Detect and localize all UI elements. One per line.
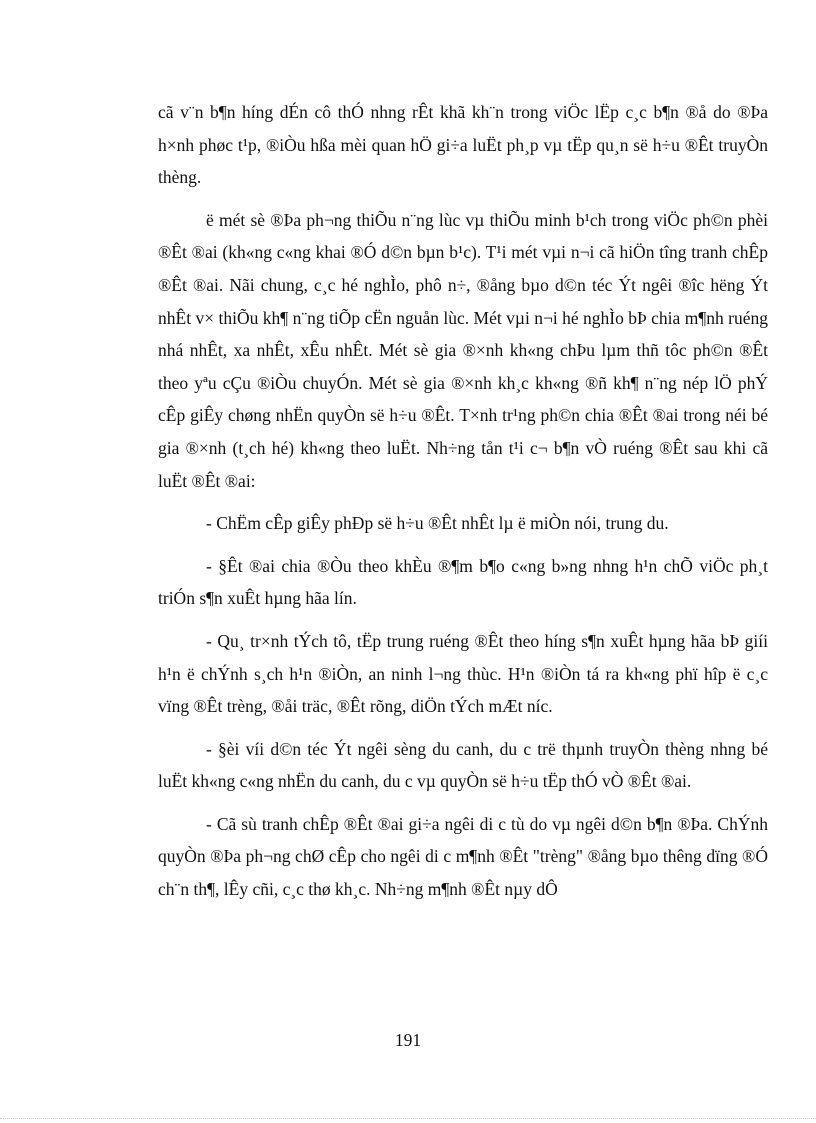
paragraph-1: cã v¨n b¶n híng dÉn cô thÓ nhng rÊt khã kh¨n trong viÖc lËp c¸c b¶n ®å do ®Þa h×nh phøc t¹p, ®iÒu hßa mèi quan hÖ gi÷a luËt ph¸p vµ tËp qu¸n së h÷u ®Êt truyÒn thèng. [158, 102, 768, 188]
page-bottom-divider [0, 1118, 816, 1119]
bullet-item-3: - Qu¸ tr×nh tÝch tô, tËp trung ruéng ®Êt theo híng s¶n xuÊt hµng hãa bÞ giíi h¹n ë chÝnh s¸ch h¹n ®iÒn, an ninh l¬ng thùc. H¹n ®iÒn tá ra kh«ng phï hîp ë c¸c vïng ®Êt trèng, ®åi träc, ®Êt rõng, diÖn tÝch mÆt níc. [158, 630, 768, 717]
page-number: 191 [394, 1030, 422, 1050]
bullet-item-1: - ChËm cÊp giÊy phÐp së h÷u ®Êt nhÊt lµ ë miÒn nói, trung du. [206, 513, 669, 534]
paragraph-2: ë mét sè ®Þa ph¬ng thiÕu n¨ng lùc vµ thiÕu minh b¹ch trong viÖc ph©n phèi ®Êt ®ai (kh«ng c«ng khai ®Ó d©n bµn b¹c). T¹i mét vµi n¬i cã hiÖn tîng tranh chÊp ®Êt ®ai. Nãi chung, c¸c hé nghÌo, phô n÷, ®ång bµo d©n téc Ýt ngêi ®îc hëng Ýt nhÊt v× thiÕu kh¶ n¨ng tiÕp cËn nguån lùc. Mét vµi n¬i hé nghÌo bÞ chia m¶nh ruéng nhá nhÊt, xa nhÊt, xÊu nhÊt. Mét sè gia ®×nh kh«ng chÞu lµm thñ tôc ph©n ®Êt theo yªu cÇu ®iÒu chuyÓn. Mét sè gia ®×nh kh¸c kh«ng ®ñ kh¶ n¨ng nép lÖ phÝ cÊp giÊy chøng nhËn quyÒn së h÷u ®Êt. T×nh tr¹ng ph©n chia ®Êt ®ai trong néi bé gia ®×nh (t¸ch hé) kh«ng theo luËt. Nh÷ng tån t¹i c¬ b¶n vÒ ruéng ®Êt sau khi cã luËt ®Êt ®ai: [158, 209, 768, 491]
bullet-item-4: - §èi víi d©n téc Ýt ngêi sèng du canh, du c trë thµnh truyÒn thèng nhng bé luËt kh«ng c«ng nhËn du canh, du c vµ quyÒn së h÷u tËp thÓ vÒ ®Êt ®ai. [158, 738, 768, 792]
bullet-item-5: - Cã sù tranh chÊp ®Êt ®ai gi÷a ngêi di c tù do vµ ngêi d©n b¶n ®Þa. ChÝnh quyÒn ®Þa ph¬ng chØ cÊp cho ngêi di c m¶nh ®Êt "trèng" ®ång bµo thêng dïng ®Ó ch¨n th¶, lÊy cñi, c¸c thø kh¸c. Nh÷ng m¶nh ®Êt nµy dÔ [158, 813, 768, 900]
bullet-item-2: - §Êt ®ai chia ®Òu theo khÈu ®¶m b¶o c«ng b»ng nhng h¹n chÕ viÖc ph¸t triÓn s¶n xuÊt hµng hãa lín. [158, 555, 768, 609]
body-text [158, 96, 768, 906]
